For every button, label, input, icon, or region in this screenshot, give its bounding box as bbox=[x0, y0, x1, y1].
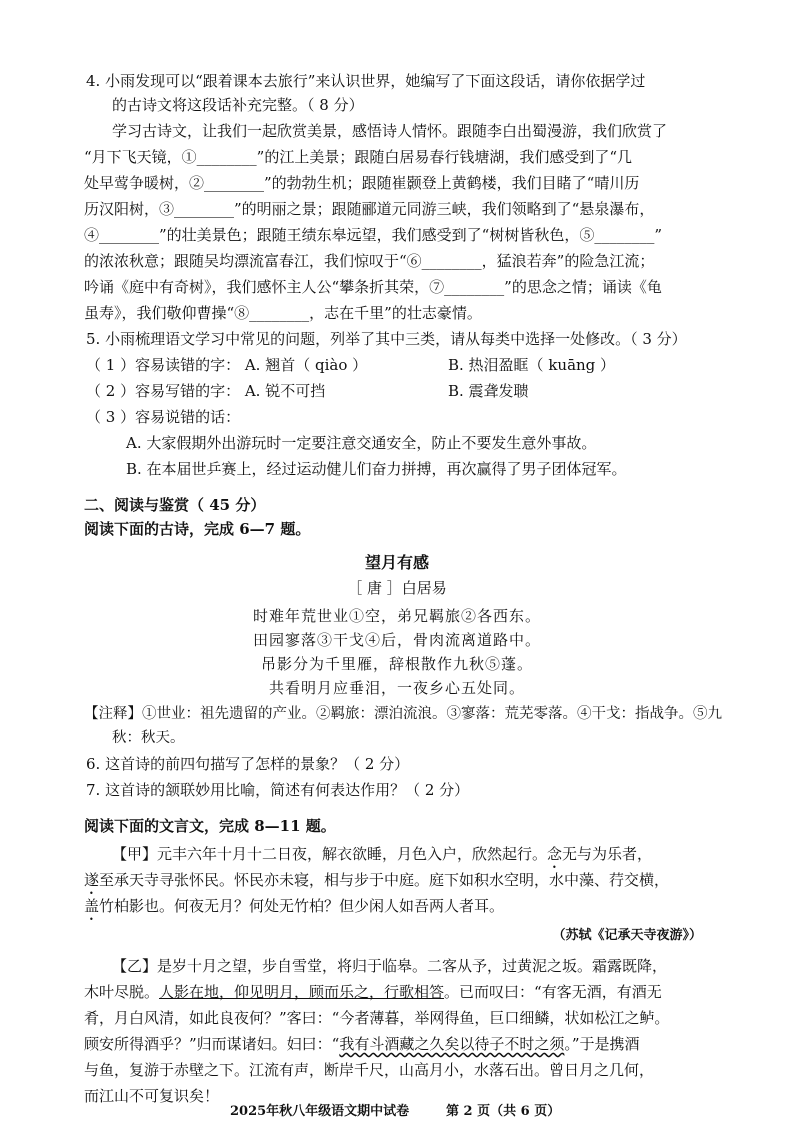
question-5-item-2b: B. 震聋发聩 bbox=[448, 382, 529, 400]
poem-author: ［ 唐 ］白居易 bbox=[347, 579, 447, 597]
poem-title: 望月有感 bbox=[364, 553, 429, 572]
poem-line: 时难年荒世业①空，弟兄羁旅②各西东。 bbox=[252, 607, 541, 625]
question-6: 6. 这首诗的前四句描写了怎样的景象？（ 2 分） bbox=[86, 755, 410, 773]
question-4-passage-line: 处早莺争暖树，②________”的勃勃生机；跟随崔颢登上黄鹤楼，我们目睹了“晴川历 bbox=[84, 174, 640, 192]
section-2-title: 二、阅读与鉴赏（ 45 分） bbox=[84, 496, 266, 514]
question-4-passage-line: 历汉阳树，③________”的明丽之景；跟随郦道元同游三峡，我们领略到了“悬泉瀑布， bbox=[84, 200, 655, 218]
passage-jia-text: 竹柏影也。何夜无月？何处无竹柏？但少闲人如吾两人者耳。 bbox=[99, 897, 505, 915]
question-4-stem-cont: 的古诗文将这段话补充完整。（ 8 分） bbox=[112, 96, 364, 114]
question-4-passage-line: 学习古诗文，让我们一起欣赏美景，感悟诗人情怀。跟随李白出蜀漫游，我们欣赏了 bbox=[112, 122, 668, 140]
question-4-passage-line: 虽寿》，我们敬仰曹操“⑧________，志在千里”的壮志豪情。 bbox=[84, 304, 482, 322]
passage-jia-text: 至承天寺寻张怀民。怀民亦未寝，相与步于中庭。庭下如积水空明，水中藻、荇交横， bbox=[99, 871, 670, 889]
passage-yi-line bbox=[84, 981, 662, 1003]
poem-line: 共看明月应垂泪，一夜乡心五处同。 bbox=[268, 679, 525, 697]
poem-line: 吊影分为千里雁，辞根散作九秋⑤蓬。 bbox=[260, 655, 533, 673]
question-5-item-1b: B. 热泪盈眶（ kuāng ） bbox=[448, 356, 616, 374]
question-5-item-2a: （ 2 ）容易写错的字： A. 锐不可挡 bbox=[86, 382, 326, 400]
poem-line: 田园寥落③干戈④后，骨肉流离道路中。 bbox=[252, 631, 541, 649]
question-5-item-3a: A. 大家假期外出游玩时一定要注意交通安全，防止不要发生意外事故。 bbox=[126, 434, 597, 452]
footer-exam-title: 2025年秋八年级语文期中试卷 bbox=[230, 1104, 410, 1119]
passage-yi-line: 【乙】是岁十月之望，步自雪堂，将归于临皋。二客从予，过黄泥之坂。霜露既降， bbox=[112, 957, 668, 975]
passage-yi-line: 与鱼，复游于赤壁之下。江流有声，断岸千尺，山高月小，水落石出。曾日月之几何， bbox=[84, 1061, 655, 1079]
question-4-passage-line: “月下飞天镜，①________”的江上美景；跟随白居易春行钱塘湖，我们感受到了“几 bbox=[84, 148, 633, 166]
passage-yi-text: 。已而叹曰：“有客无酒，有酒无 bbox=[444, 983, 662, 1001]
passage-yi-text: 木叶尽脱。 bbox=[84, 983, 160, 1001]
passage-yi-text: 。”于是携酒 bbox=[564, 1035, 640, 1053]
question-4-passage-line: ④________”的壮美景色；跟随王绩东皋远望，我们感受到了“树树皆秋色，⑤________” bbox=[84, 226, 663, 244]
passage-yi-underlined-sentence: 人影在地，仰见明月，顾而乐之，行歌相答 bbox=[159, 983, 445, 1001]
passage-jia-source: （苏轼《记承天寺夜游》） bbox=[552, 928, 702, 943]
passage-yi-line: 而江山不可复识矣！ bbox=[84, 1087, 220, 1105]
passage-jia-marked-word: 盖 bbox=[84, 897, 100, 915]
question-5-stem: 5. 小雨梳理语文学习中常见的问题，列举了其中三类，请从每类中选择一处修改。（ 3 分） bbox=[86, 330, 687, 348]
question-5-item-3b: B. 在本届世乒赛上，经过运动健儿们奋力拼搏，再次赢得了男子团体冠军。 bbox=[126, 460, 627, 478]
passage-jia-marked-word: 遂 bbox=[84, 871, 100, 889]
poem-instruction: 阅读下面的古诗，完成 6—7 题。 bbox=[84, 520, 311, 538]
classical-instruction: 阅读下面的文言文，完成 8—11 题。 bbox=[84, 817, 336, 835]
question-7: 7. 这首诗的颔联妙用比喻，简述有何表达作用？（ 2 分） bbox=[86, 781, 470, 799]
passage-jia-text: 【甲】元丰六年十月十二日夜，解衣欲睡，月色入户，欣然起行。 bbox=[112, 845, 548, 863]
question-4-stem: 4. 小雨发现可以“跟着课本去旅行”来认识世界，她编写了下面这段话，请你依据学过 bbox=[86, 72, 646, 90]
question-5-item-3: （ 3 ）容易说错的话： bbox=[86, 408, 241, 426]
passage-jia-line bbox=[84, 869, 669, 898]
passage-jia-text: 无与为乐者， bbox=[562, 845, 653, 863]
passage-jia-line bbox=[112, 843, 652, 872]
passage-yi-line bbox=[84, 1033, 640, 1055]
passage-yi-line: 肴，月白风清，如此良夜何？”客曰：“今者薄暮，举网得鱼，巨口细鳞，状如松江之鲈。 bbox=[84, 1009, 670, 1027]
poem-notes-cont: 秋：秋天。 bbox=[112, 730, 185, 746]
question-4-passage-line: 吟诵《庭中有奇树》，我们感怀主人公“攀条折其荣，⑦________”的思念之情；诵读《龟 bbox=[84, 278, 662, 296]
poem-notes: 【注释】①世业：祖先遗留的产业。②羁旅：漂泊流浪。③寥落：荒芜零落。④干戈：指战争。⑤九 bbox=[84, 706, 722, 722]
passage-yi-wavy-sentence: 我有斗酒藏之久矣以待子不时之须 bbox=[339, 1035, 565, 1053]
passage-jia-marked-word: 念 bbox=[547, 845, 563, 863]
question-4-passage-line: 的浓浓秋意；跟随吴均漂流富春江，我们惊叹于“⑥________，猛浪若奔”的险急江流； bbox=[84, 252, 655, 270]
question-5-item-1a: （ 1 ）容易读错的字： A. 翘首（ qiào ） bbox=[86, 356, 368, 374]
passage-jia-line bbox=[84, 895, 504, 924]
footer-page-number: 第 2 页（共 6 页） bbox=[446, 1104, 561, 1119]
passage-yi-text: 顾安所得酒乎？”归而谋诸妇。妇曰：“ bbox=[84, 1035, 340, 1053]
